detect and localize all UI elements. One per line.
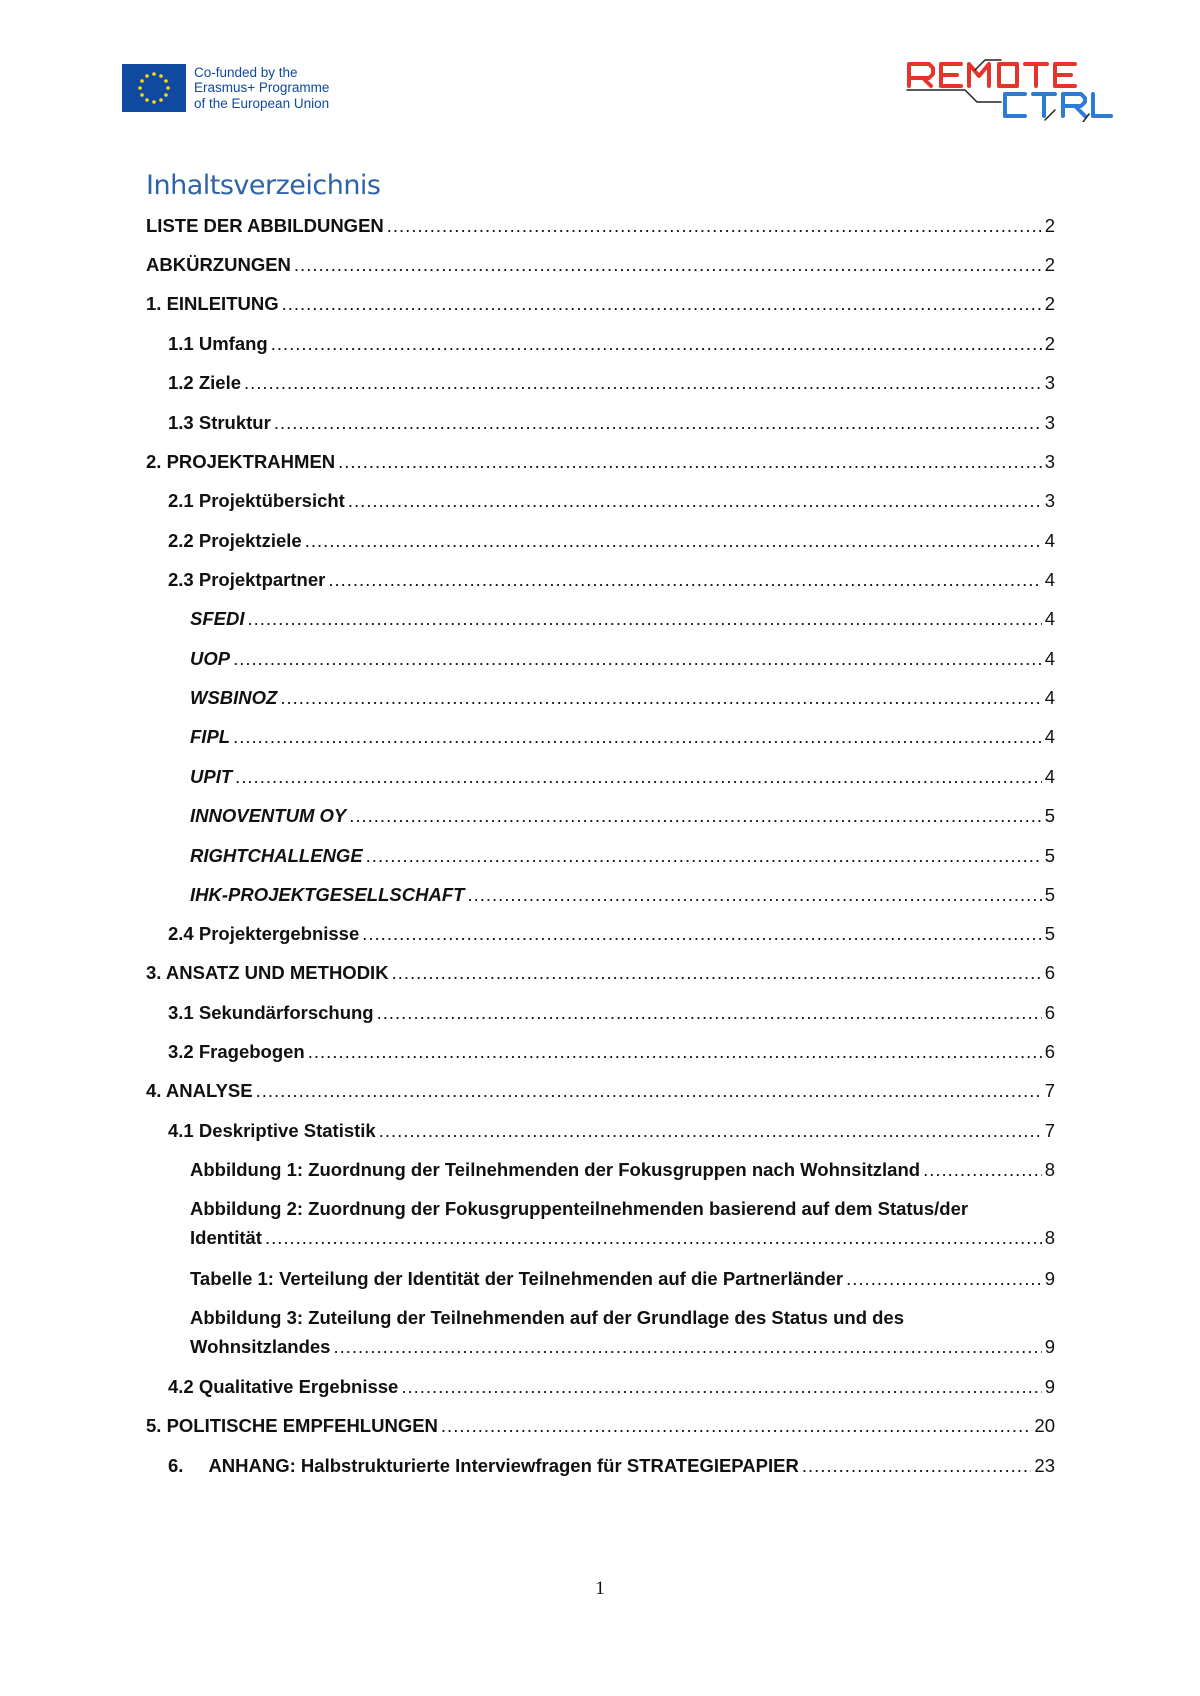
remote-ctrl-logo [905, 56, 1115, 122]
toc-entry-label: 1.2 Ziele [168, 372, 242, 393]
toc-entry[interactable] [190, 1198, 1055, 1249]
toc-dot-leader [308, 1041, 1042, 1063]
eu-erasmus-logo [122, 64, 329, 112]
toc-entry-page: 4 [1044, 569, 1055, 590]
toc-entry-page: 20 [1034, 1415, 1055, 1436]
toc-entry-page: 7 [1044, 1080, 1055, 1101]
toc-dot-leader [294, 254, 1042, 276]
toc-entry-page: 3 [1044, 490, 1055, 511]
toc-dot-leader [235, 766, 1042, 788]
toc-dot-leader [377, 1002, 1042, 1024]
toc-entry-page: 5 [1044, 805, 1055, 826]
toc-dot-leader [379, 1120, 1042, 1142]
toc-entry[interactable] [146, 451, 1055, 473]
toc-entry-page: 6 [1044, 1002, 1055, 1023]
toc-entry-label: 4.1 Deskriptive Statistik [168, 1120, 376, 1141]
toc-dot-leader [387, 215, 1042, 237]
toc-entry[interactable] [168, 1120, 1055, 1142]
toc-dot-leader [366, 845, 1042, 867]
toc-entry-label: WSBINOZ [190, 687, 278, 708]
toc-entry[interactable] [168, 372, 1055, 394]
toc-dot-leader [338, 451, 1042, 473]
toc-dot-leader [392, 962, 1042, 984]
toc-entry-label: 2.2 Projektziele [168, 530, 302, 551]
toc-dot-leader [233, 726, 1042, 748]
toc-entry-page: 4 [1044, 687, 1055, 708]
toc-entry-page: 4 [1044, 608, 1055, 629]
toc-dot-leader [328, 569, 1041, 591]
toc-entry[interactable] [168, 412, 1055, 434]
toc-dot-leader [256, 1080, 1042, 1102]
toc-entry[interactable] [190, 726, 1055, 748]
toc-entry-label: UPIT [190, 766, 233, 787]
toc-entry-label: ABKÜRZUNGEN [146, 254, 291, 275]
toc-entry-page: 4 [1044, 726, 1055, 747]
toc-entry-label: INNOVENTUM OY [190, 805, 347, 826]
toc-entry-page: 7 [1044, 1120, 1055, 1141]
eu-text-line: of the European Union [194, 95, 330, 111]
toc-entry-label: Abbildung 3: Zuteilung der Teilnehmenden auf der Grundlage des Status und des [190, 1307, 905, 1328]
toc-entry-page: 2 [1044, 293, 1055, 314]
toc-entry-page: 4 [1044, 648, 1055, 669]
toc-entry-label: 1.3 Struktur [168, 412, 271, 433]
toc-entry-label-continued: Wohnsitzlandes [190, 1336, 331, 1357]
toc-dot-leader [349, 805, 1041, 827]
toc-entry-label: 1. EINLEITUNG [146, 293, 279, 314]
toc-dot-leader [348, 490, 1042, 512]
toc-entry-label: 3. ANSATZ UND METHODIK [146, 962, 389, 983]
toc-entry-label: 5. POLITISCHE EMPFEHLUNGEN [146, 1415, 438, 1436]
toc-entry[interactable] [168, 569, 1055, 591]
toc-entry-page: 2 [1044, 254, 1055, 275]
toc-dot-leader [333, 1336, 1041, 1358]
toc-entry[interactable] [190, 648, 1055, 670]
toc-dot-leader [401, 1376, 1041, 1398]
toc-entry-page: 3 [1044, 412, 1055, 433]
toc-entry[interactable] [190, 845, 1055, 867]
toc-dot-leader [441, 1415, 1032, 1437]
toc-entry[interactable] [190, 1307, 1055, 1358]
toc-title: Inhaltsverzeichnis [146, 170, 381, 201]
toc-dot-leader [362, 923, 1041, 945]
toc-entry-page: 9 [1044, 1268, 1055, 1289]
toc-dot-leader [467, 884, 1041, 906]
toc-entry-label: FIPL [190, 726, 231, 747]
toc-entry-page: 6 [1044, 1041, 1055, 1062]
toc-entry-page: 3 [1044, 372, 1055, 393]
toc-entry-label: 6. ANHANG: Halbstrukturierte Interviewfragen für STRATEGIEPAPIER [168, 1455, 799, 1476]
toc-entry[interactable] [190, 1159, 1055, 1181]
toc-entry[interactable] [146, 1080, 1055, 1102]
toc-entry-page: 2 [1044, 333, 1055, 354]
toc-entry-label: 2.3 Projektpartner [168, 569, 326, 590]
toc-entry-page: 23 [1034, 1455, 1055, 1476]
toc-entry-page: 6 [1044, 962, 1055, 983]
toc-entry-page: 5 [1044, 845, 1055, 866]
toc-entry-label: 4.2 Qualitative Ergebnisse [168, 1376, 399, 1397]
toc-entry[interactable] [190, 766, 1055, 788]
eu-text-line: Erasmus+ Programme [194, 80, 330, 96]
toc-dot-leader [265, 1227, 1042, 1249]
toc-entry-label: IHK-PROJEKTGESELLSCHAFT [190, 884, 465, 905]
toc-entry[interactable] [168, 923, 1055, 945]
toc-entry[interactable] [190, 884, 1055, 906]
toc-entry-label: LISTE DER ABBILDUNGEN [146, 215, 384, 236]
toc-dot-leader [274, 412, 1042, 434]
toc-entry-label-continued: Identität [190, 1227, 262, 1248]
toc-entry-label: 4. ANALYSE [146, 1080, 253, 1101]
toc-entry-label: RIGHTCHALLENGE [190, 845, 363, 866]
toc-entry-label: 2. PROJEKTRAHMEN [146, 451, 336, 472]
eu-flag-icon [122, 64, 186, 112]
eu-funding-text [194, 65, 329, 112]
toc-entry[interactable] [146, 293, 1055, 315]
toc-dot-leader [233, 648, 1042, 670]
toc-entry[interactable] [190, 1268, 1055, 1290]
toc-entry-page: 4 [1044, 530, 1055, 551]
toc-entry-page: 2 [1044, 215, 1055, 236]
toc-dot-leader [247, 608, 1041, 630]
toc-entry[interactable] [168, 490, 1055, 512]
toc-entry[interactable] [168, 333, 1055, 355]
toc-entry[interactable] [168, 1376, 1055, 1398]
toc-dot-leader [846, 1268, 1042, 1290]
toc-entry-label: 1.1 Umfang [168, 333, 268, 354]
toc-entry-page: 4 [1044, 766, 1055, 787]
toc-dot-leader [280, 687, 1041, 709]
eu-text-line: Co-funded by the [194, 64, 298, 80]
toc-entry[interactable] [168, 1041, 1055, 1063]
toc-entry-label: Abbildung 1: Zuordnung der Teilnehmenden der Fokusgruppen nach Wohnsitzland [190, 1159, 921, 1180]
page-number: 1 [595, 1578, 605, 1599]
toc-entry[interactable] [190, 805, 1055, 827]
toc-entry[interactable] [146, 962, 1055, 984]
toc-dot-leader [271, 333, 1042, 355]
toc-entry-label: 2.1 Projektübersicht [168, 490, 345, 511]
toc-entry-page: 8 [1044, 1159, 1055, 1180]
toc-entry-label: Tabelle 1: Verteilung der Identität der Teilnehmenden auf die Partnerländer [190, 1268, 844, 1289]
toc-entry[interactable] [146, 1415, 1055, 1437]
toc-entry[interactable] [190, 687, 1055, 709]
toc-entry-page: 8 [1044, 1227, 1055, 1248]
toc-entry-label: UOP [190, 648, 231, 669]
toc-entry[interactable] [190, 608, 1055, 630]
toc-dot-leader [244, 372, 1042, 394]
toc-entry[interactable] [168, 530, 1055, 552]
toc-entry-page: 9 [1044, 1376, 1055, 1397]
toc-entry-page: 5 [1044, 923, 1055, 944]
toc-entry-label: 3.1 Sekundärforschung [168, 1002, 374, 1023]
toc-entry[interactable] [146, 254, 1055, 276]
toc-dot-leader [802, 1455, 1032, 1477]
toc-entry-label: 3.2 Fragebogen [168, 1041, 305, 1062]
toc-entry-page: 9 [1044, 1336, 1055, 1357]
toc-dot-leader [923, 1159, 1042, 1181]
toc-dot-leader [305, 530, 1042, 552]
toc-entry[interactable] [168, 1455, 1055, 1477]
toc-entry[interactable] [168, 1002, 1055, 1024]
toc-entry-label: 2.4 Projektergebnisse [168, 923, 360, 944]
toc-entry-page: 3 [1044, 451, 1055, 472]
toc-entry-label: Abbildung 2: Zuordnung der Fokusgruppenteilnehmenden basierend auf dem Status/der [190, 1198, 969, 1219]
toc-entry-label: SFEDI [190, 608, 245, 629]
toc-entry-page: 5 [1044, 884, 1055, 905]
toc-entry[interactable] [146, 215, 1055, 237]
toc-dot-leader [282, 293, 1042, 315]
